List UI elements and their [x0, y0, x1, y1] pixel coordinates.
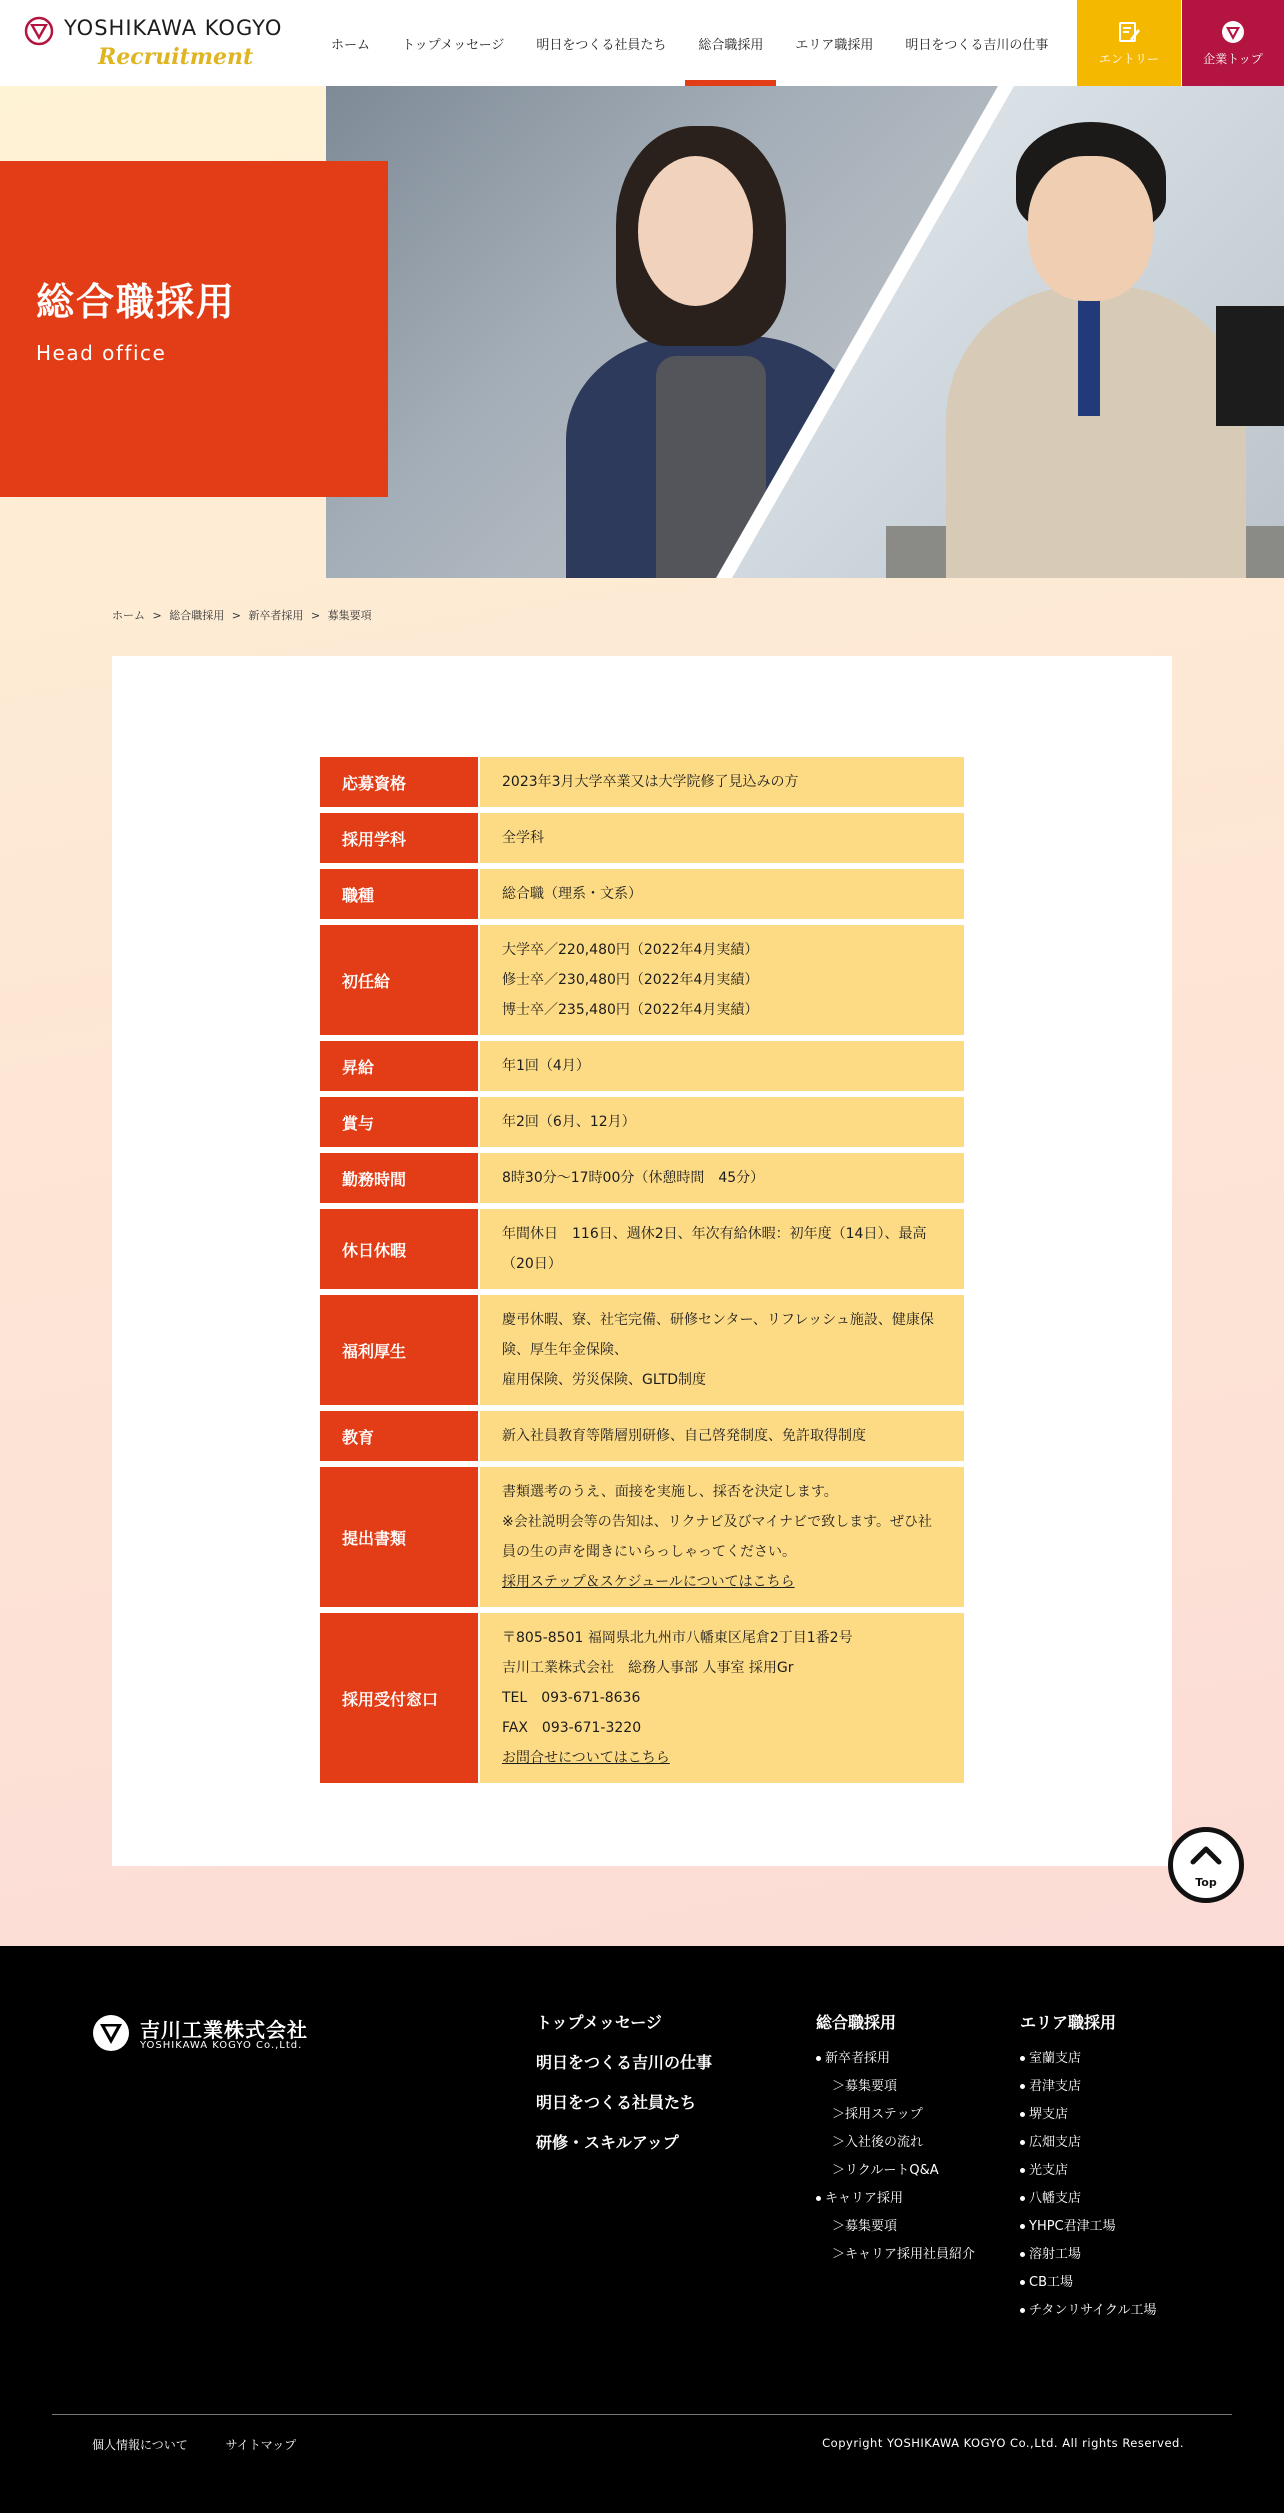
- breadcrumb-separator: >: [310, 609, 321, 622]
- requirement-value-line: 〒805-8501 福岡県北九州市八幡東区尾倉2丁目1番2号: [502, 1630, 853, 1646]
- footer-general-item[interactable]: [816, 2157, 975, 2185]
- requirement-row: [320, 1153, 964, 1203]
- footer-general-item[interactable]: [816, 2213, 975, 2241]
- footer-link-employees[interactable]: 明日をつくる社員たち: [536, 2093, 697, 2112]
- requirement-row: [320, 1097, 964, 1147]
- breadcrumb: [112, 607, 376, 623]
- hero-divider: [326, 86, 1284, 578]
- requirement-label: 職種: [320, 869, 480, 919]
- logo-recruitment: Recruitment: [98, 44, 254, 70]
- requirement-label: 初任給: [320, 925, 480, 1035]
- requirement-value-line: 慶弔休暇、寮、社宅完備、研修センター、リフレッシュ施設、健康保険、厚生年金保険、: [502, 1312, 934, 1358]
- entry-label: エントリー: [1098, 52, 1159, 66]
- hero-photo: [326, 86, 1284, 578]
- requirement-value-line: 8時30分～17時00分（休憩時間 45分）: [502, 1170, 765, 1186]
- footer-area-item[interactable]: [1020, 2213, 1157, 2241]
- requirement-value-line: 2023年3月大学卒業又は大学院修了見込みの方: [502, 774, 799, 790]
- requirement-label: 応募資格: [320, 757, 480, 807]
- requirement-value-line: 修士卒／230,480円（2022年4月実績）: [502, 972, 759, 988]
- copyright: Copyright YOSHIKAWA KOGYO Co.,Ltd. All rights Reserved.: [822, 2436, 1184, 2450]
- bullet-dot-icon: [1020, 2252, 1025, 2257]
- requirement-value: [480, 925, 964, 1035]
- footer-general-item-label: ＞リクルートQ&A: [832, 2163, 939, 2178]
- footer-area-item-label: 八幡支店: [1029, 2191, 1082, 2206]
- requirement-row: [320, 813, 964, 863]
- footer-general-item-label: ＞採用ステップ: [832, 2107, 923, 2122]
- footer-company-name: 吉川工業株式会社: [140, 2018, 308, 2042]
- requirement-row: [320, 1209, 964, 1289]
- bullet-dot-icon: [1020, 2224, 1025, 2229]
- nav-home[interactable]: ホーム: [331, 37, 371, 53]
- requirement-value-line: 博士卒／235,480円（2022年4月実績）: [502, 1002, 759, 1018]
- site-footer: [0, 1946, 1284, 2513]
- footer-general-item-label: ＞入社後の流れ: [832, 2135, 924, 2150]
- footer-area-item[interactable]: [1020, 2157, 1157, 2185]
- footer-general-item[interactable]: [816, 2185, 975, 2213]
- requirement-value: [480, 757, 964, 807]
- requirement-label: 採用受付窓口: [320, 1613, 480, 1783]
- bullet-dot-icon: [816, 2196, 821, 2201]
- requirement-label: 勤務時間: [320, 1153, 480, 1203]
- requirement-value: [480, 1153, 964, 1203]
- requirement-value: [480, 1041, 964, 1091]
- footer-general-item[interactable]: [816, 2073, 975, 2101]
- corporate-top-label: 企業トップ: [1203, 52, 1263, 66]
- footer-area-item-label: 堺支店: [1029, 2107, 1069, 2122]
- footer-area-item[interactable]: [1020, 2101, 1157, 2129]
- requirement-detail-link[interactable]: 採用ステップ＆スケジュールについてはこちら: [502, 1574, 795, 1590]
- requirement-row: [320, 1295, 964, 1405]
- requirement-value: [480, 1411, 964, 1461]
- requirement-row: [320, 1467, 964, 1607]
- requirement-label: 提出書類: [320, 1467, 480, 1607]
- requirements-card: [112, 656, 1172, 1866]
- footer-area-item[interactable]: [1020, 2241, 1157, 2269]
- bullet-dot-icon: [1020, 2168, 1025, 2173]
- pencil-note-icon: [1117, 20, 1141, 44]
- site-header: [0, 0, 1284, 86]
- requirement-label: 休日休暇: [320, 1209, 480, 1289]
- footer-general-item-label: 新卒者採用: [825, 2051, 891, 2066]
- footer-general-heading[interactable]: 総合職採用: [816, 2013, 897, 2032]
- entry-button[interactable]: [1077, 0, 1181, 86]
- page-subtitle: Head office: [36, 341, 167, 365]
- chevron-up-icon: [1190, 1844, 1222, 1866]
- requirement-label: 教育: [320, 1411, 480, 1461]
- requirement-row: [320, 925, 964, 1035]
- bullet-dot-icon: [1020, 2112, 1025, 2117]
- footer-area-item-label: 室蘭支店: [1029, 2051, 1082, 2066]
- footer-link-work[interactable]: 明日をつくる吉川の仕事: [536, 2053, 713, 2072]
- requirement-value-line: 大学卒／220,480円（2022年4月実績）: [502, 942, 759, 958]
- footer-area-item[interactable]: [1020, 2297, 1157, 2325]
- requirement-row: [320, 757, 964, 807]
- breadcrumb-separator: >: [152, 609, 162, 622]
- footer-area-item[interactable]: [1020, 2269, 1157, 2297]
- requirement-value-line: 全学科: [502, 830, 544, 846]
- requirements-table: [320, 751, 964, 1789]
- footer-area-item-label: YHPC君津工場: [1029, 2219, 1116, 2234]
- footer-area-item-label: 光支店: [1029, 2163, 1069, 2178]
- requirement-row: [320, 1411, 964, 1461]
- requirement-value-line: 年2回（6月、12月）: [502, 1114, 636, 1130]
- logo-mark-icon: [24, 16, 54, 46]
- footer-general-item-label: キャリア採用: [825, 2191, 904, 2206]
- breadcrumb-home[interactable]: ホーム: [112, 609, 145, 622]
- requirement-label: 採用学科: [320, 813, 480, 863]
- footer-general-item[interactable]: [816, 2045, 975, 2073]
- footer-link-top-message[interactable]: トップメッセージ: [536, 2013, 662, 2032]
- logo-text: YOSHIKAWA KOGYO: [64, 16, 283, 40]
- requirement-value-line: FAX 093-671-3220: [502, 1720, 642, 1736]
- requirement-value-line: 年間休日 116日、週休2日、年次有給休暇：初年度（14日）、最高（20日）: [502, 1226, 927, 1272]
- nav-work[interactable]: 明日をつくる吉川の仕事: [905, 37, 1049, 53]
- footer-area-item[interactable]: [1020, 2185, 1157, 2213]
- breadcrumb-general-recruit[interactable]: 総合職採用: [169, 609, 225, 622]
- requirement-value: [480, 1097, 964, 1147]
- footer-general-item-label: ＞キャリア採用社員紹介: [832, 2247, 976, 2262]
- footer-general-item-label: ＞募集要項: [832, 2079, 898, 2094]
- requirement-value: [480, 813, 964, 863]
- requirement-value-line: 書類選考のうえ、面接を実施し、採否を決定します。: [502, 1484, 838, 1500]
- main-nav: [318, 0, 1067, 86]
- nav-area-recruit[interactable]: エリア職採用: [795, 37, 874, 53]
- footer-area-item-label: チタンリサイクル工場: [1029, 2303, 1157, 2318]
- footer-bottom-links: [92, 2436, 330, 2453]
- site-logo[interactable]: [24, 14, 324, 74]
- corporate-top-button[interactable]: [1182, 0, 1284, 86]
- nav-general-recruit[interactable]: 総合職採用: [685, 0, 776, 86]
- bullet-dot-icon: [1020, 2196, 1025, 2201]
- bullet-dot-icon: [1020, 2084, 1025, 2089]
- bullet-dot-icon: [1020, 2056, 1025, 2061]
- nav-top-message[interactable]: トップメッセージ: [402, 37, 505, 53]
- back-to-top-button[interactable]: [1168, 1827, 1244, 1903]
- footer-link-training[interactable]: 研修・スキルアップ: [536, 2133, 679, 2152]
- footer-area-item-label: 広畑支店: [1029, 2135, 1082, 2150]
- footer-general-item[interactable]: [816, 2129, 975, 2157]
- requirement-label: 昇給: [320, 1041, 480, 1091]
- footer-divider: [52, 2414, 1232, 2415]
- requirement-value-line: 総合職（理系・文系）: [502, 886, 642, 902]
- bullet-dot-icon: [1020, 2308, 1025, 2313]
- requirement-label: 福利厚生: [320, 1295, 480, 1405]
- footer-company-name-en: YOSHIKAWA KOGYO Co.,Ltd.: [140, 2040, 303, 2051]
- footer-area-heading[interactable]: エリア職採用: [1020, 2013, 1117, 2032]
- page-title: 総合職採用: [36, 280, 237, 324]
- hero-title-box: [0, 161, 388, 497]
- footer-general-item-label: ＞募集要項: [832, 2219, 898, 2234]
- breadcrumb-separator: >: [231, 609, 241, 622]
- requirement-value-line: TEL 093-671-8636: [502, 1690, 641, 1706]
- footer-area-recruit: [1020, 2010, 1157, 2325]
- footer-area-list: [1020, 2045, 1157, 2325]
- privacy-link[interactable]: 個人情報について: [92, 2438, 188, 2452]
- bullet-dot-icon: [1020, 2280, 1025, 2285]
- requirement-value: [480, 1295, 964, 1405]
- sitemap-link[interactable]: サイトマップ: [225, 2438, 297, 2452]
- footer-main-links: [536, 2010, 712, 2170]
- footer-general-recruit: [816, 2010, 975, 2269]
- requirement-value-line: ※会社説明会等の告知は、リクナビ及びマイナビで致します。ぜひ社員の生の声を聞きにいらっしゃってください。: [502, 1514, 933, 1560]
- back-to-top-label: Top: [1195, 1876, 1217, 1889]
- footer-area-item-label: CB工場: [1029, 2275, 1073, 2290]
- footer-area-item[interactable]: [1020, 2073, 1157, 2101]
- breadcrumb-new-grad[interactable]: 新卒者採用: [248, 609, 304, 622]
- footer-logo[interactable]: [92, 2014, 332, 2058]
- requirements-body: [320, 757, 964, 1783]
- footer-area-item[interactable]: [1020, 2129, 1157, 2157]
- requirement-label: 賞与: [320, 1097, 480, 1147]
- requirement-value-line: 吉川工業株式会社 総務人事部 人事室 採用Gr: [502, 1660, 794, 1676]
- breadcrumb-current: 募集要項: [327, 609, 372, 622]
- company-logo-icon: [1221, 20, 1245, 44]
- requirement-detail-link[interactable]: お問合せについてはこちら: [502, 1750, 670, 1766]
- requirement-value-line: 雇用保険、労災保険、GLTD制度: [502, 1372, 707, 1388]
- footer-general-list: [816, 2045, 975, 2269]
- footer-general-item[interactable]: [816, 2241, 975, 2269]
- footer-area-item-label: 溶射工場: [1029, 2247, 1082, 2262]
- requirement-value: [480, 1467, 964, 1607]
- requirement-value-line: 年1回（4月）: [502, 1058, 590, 1074]
- footer-area-item-label: 君津支店: [1029, 2079, 1082, 2094]
- requirement-value: [480, 1613, 964, 1783]
- requirement-value: [480, 1209, 964, 1289]
- footer-general-item[interactable]: [816, 2101, 975, 2129]
- requirement-row: [320, 869, 964, 919]
- company-logo-icon: [92, 2014, 130, 2052]
- nav-employees[interactable]: 明日をつくる社員たち: [536, 37, 667, 53]
- requirement-row: [320, 1613, 964, 1783]
- requirement-value-line: 新入社員教育等階層別研修、自己啓発制度、免許取得制度: [502, 1428, 866, 1444]
- requirement-value: [480, 869, 964, 919]
- bullet-dot-icon: [1020, 2140, 1025, 2145]
- footer-area-item[interactable]: [1020, 2045, 1157, 2073]
- requirement-row: [320, 1041, 964, 1091]
- bullet-dot-icon: [816, 2056, 821, 2061]
